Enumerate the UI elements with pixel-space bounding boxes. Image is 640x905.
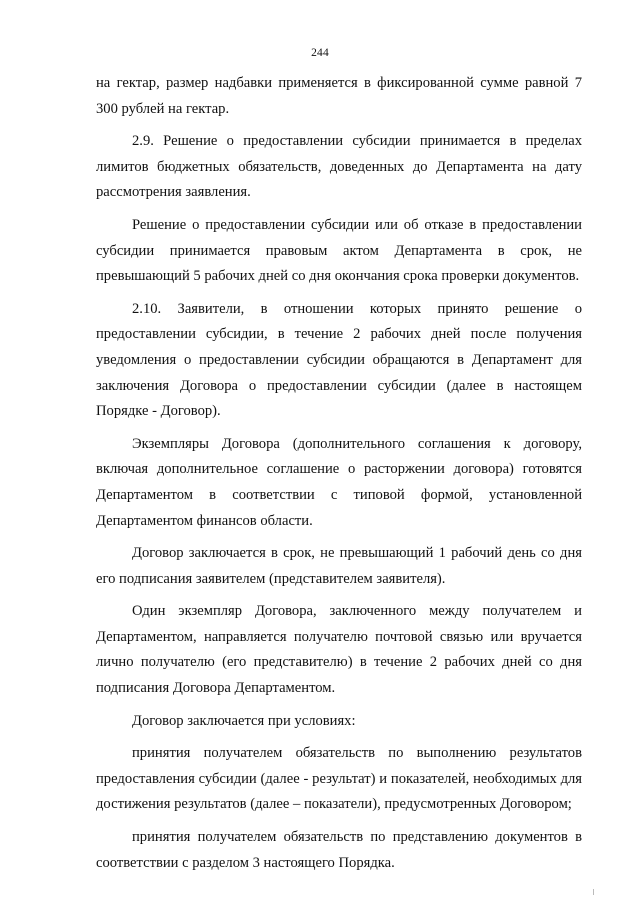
scan-mark	[593, 889, 594, 895]
paragraph-contract-delivery: Один экземпляр Договора, заключенного между получателем и Департаментом, направляется получателю почтовой связью или вручается лично получателю (его представителю) в течение 2 рабочих дней со дня подписания Договора Департаментом.	[96, 603, 582, 697]
paragraph-condition-results: принятия получателем обязательств по выполнению результатов предоставления субсидии (далее - результат) и показателей, необходимых для достижения результатов (далее – показатели), предусмотренных Договором;	[96, 745, 582, 813]
paragraph-2-9: 2.9. Решение о предоставлении субсидии принимается в пределах лимитов бюджетных обязательств, доведенных до Департамента на дату рассмотрения заявления.	[96, 133, 582, 201]
paragraph-contract-term: Договор заключается в срок, не превышающий 1 рабочий день со дня его подписания заявителем (представителем заявителя).	[96, 545, 582, 587]
document-body	[96, 71, 582, 876]
page-number: 244	[311, 47, 329, 59]
paragraph-decision: Решение о предоставлении субсидии или об отказе в предоставлении субсидии принимается правовым актом Департамента в срок, не превышающий 5 рабочих дней со дня окончания срока проверки документов.	[96, 216, 582, 285]
paragraph-2-10: 2.10. Заявители, в отношении которых принято решение о предоставлении субсидии, в течение 2 рабочих дней после получения уведомления о предоставлении субсидии обращаются в Департамент для заключения Договора о предоставлении субсидии (далее в настоящем Порядке - Договор).	[96, 300, 582, 420]
paragraph-condition-documents: принятия получателем обязательств по представлению документов в соответствии с разделом 3 настоящего Порядка.	[96, 829, 582, 871]
paragraph-conditions-intro: Договор заключается при условиях:	[132, 712, 356, 729]
paragraph-contract-copies: Экземпляры Договора (дополнительного соглашения к договору, включая дополнительное соглашение о расторжении договора) готовятся Департаментом в соответствии с типовой формой, установленной Департаментом финансов области.	[96, 435, 582, 529]
paragraph-continuation: на гектар, размер надбавки применяется в фиксированной сумме равной 7 300 рублей на гектар.	[96, 75, 582, 117]
